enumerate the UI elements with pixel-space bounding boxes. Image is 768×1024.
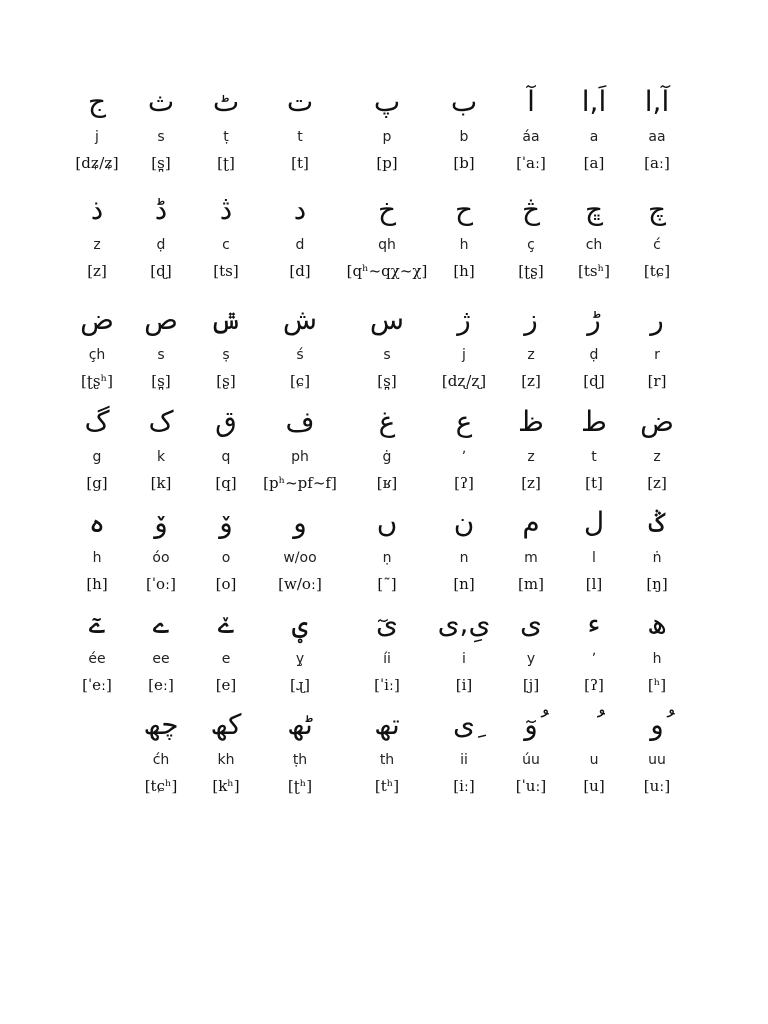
latin-transliteration: íi: [383, 651, 391, 667]
arabic-letter: ج: [87, 85, 107, 118]
ipa-pronunciation: [ɖ]: [150, 262, 172, 280]
latin-transliteration: q: [221, 449, 231, 465]
arabic-letter: ہ: [88, 506, 106, 539]
latin-transliteration: uu: [648, 752, 666, 768]
ipa-pronunciation: [s̪]: [151, 372, 171, 390]
ipa-pronunciation: [z]: [521, 372, 541, 390]
arabic-letter: ک: [148, 405, 174, 438]
arabic-letter: آ,ا: [644, 85, 670, 118]
latin-transliteration: s: [157, 129, 165, 145]
latin-transliteration: aa: [648, 129, 666, 145]
latin-transliteration: ch: [585, 237, 603, 253]
arabic-letter: م: [522, 506, 540, 539]
latin-transliteration: y: [526, 651, 536, 667]
latin-transliteration: e: [221, 651, 231, 667]
arabic-letter: ث: [147, 85, 175, 118]
ipa-pronunciation: [ɖ]: [583, 372, 605, 390]
arabic-letter: یِ,ی: [437, 607, 491, 640]
ipa-pronunciation: [k]: [150, 474, 172, 492]
arabic-letter: چھ: [143, 708, 179, 741]
ipa-pronunciation: [ʔ]: [584, 676, 604, 694]
ipa-pronunciation: [ʂ]: [216, 372, 236, 390]
latin-transliteration: g: [92, 449, 102, 465]
latin-transliteration: ṣ: [222, 347, 230, 363]
ipa-pronunciation: [kʰ]: [212, 777, 240, 795]
ipa-pronunciation: [uː]: [643, 777, 671, 795]
ipa-pronunciation: [q]: [215, 474, 237, 492]
arabic-letter: ڑ: [587, 303, 601, 336]
latin-transliteration: ć: [653, 237, 661, 253]
arabic-letter: ر: [650, 303, 664, 336]
arabic-letter: ےٓ: [88, 607, 106, 640]
ipa-pronunciation: [tɕ]: [643, 262, 671, 280]
ipa-pronunciation: [ˈeː]: [82, 676, 112, 694]
latin-transliteration: ii: [460, 752, 468, 768]
arabic-letter: ض: [80, 303, 114, 336]
arabic-letter: ِی: [453, 708, 475, 741]
ipa-pronunciation: [t]: [291, 154, 309, 172]
ipa-pronunciation: [ʔ]: [454, 474, 474, 492]
arabic-letter: ب: [450, 85, 478, 118]
arabic-letter: ٹھ: [287, 708, 313, 741]
arabic-letter: څ: [521, 193, 541, 226]
arabic-letter: ت: [286, 85, 314, 118]
ipa-pronunciation: [ˈiː]: [374, 676, 400, 694]
ipa-pronunciation: [p]: [376, 154, 398, 172]
arabic-letter: ؠ: [291, 607, 309, 640]
arabic-letter: ح: [454, 193, 474, 226]
ipa-pronunciation: [b]: [453, 154, 475, 172]
arabic-letter: ڇ: [584, 193, 604, 226]
ipa-pronunciation: [tsʰ]: [578, 262, 610, 280]
ipa-pronunciation: [ɻ]: [290, 676, 310, 694]
ipa-pronunciation: [ˈoː]: [146, 575, 176, 593]
arabic-letter: [558, 705, 630, 745]
ipa-pronunciation: [m]: [518, 575, 544, 593]
latin-transliteration: w/oo: [283, 550, 317, 566]
ipa-pronunciation: [t]: [585, 474, 603, 492]
arabic-letter: گ: [84, 405, 110, 438]
arabic-letter: ض: [640, 405, 674, 438]
ipa-pronunciation: [s̪]: [377, 372, 397, 390]
arabic-letter: ز: [524, 303, 538, 336]
arabic-letter: کھ: [210, 708, 242, 741]
arabic-letter: آ: [527, 85, 535, 118]
ipa-pronunciation: [ʁ]: [376, 474, 398, 492]
arabic-letter: ژ: [457, 303, 471, 336]
latin-transliteration: ʼ: [461, 449, 467, 465]
latin-transliteration: kh: [217, 752, 235, 768]
latin-transliteration: ḍ: [589, 347, 599, 363]
latin-transliteration: n: [459, 550, 469, 566]
latin-transliteration: z: [527, 347, 535, 363]
latin-transliteration: ée: [88, 651, 106, 667]
ipa-pronunciation: [z]: [647, 474, 667, 492]
arabic-letter: ݜ: [209, 303, 243, 336]
latin-transliteration: úu: [522, 752, 540, 768]
latin-transliteration: ṅ: [652, 550, 662, 566]
arabic-letter: ں: [376, 506, 398, 539]
latin-transliteration: a: [589, 129, 599, 145]
latin-transliteration: j: [462, 347, 466, 363]
ipa-pronunciation: [s̪]: [151, 154, 171, 172]
ipa-pronunciation: [g]: [86, 474, 108, 492]
ipa-pronunciation: [˜]: [377, 575, 397, 593]
latin-transliteration: ḍ: [156, 237, 166, 253]
latin-transliteration: z: [93, 237, 101, 253]
ipa-pronunciation: [ˈaː]: [516, 154, 546, 172]
latin-transliteration: th: [379, 752, 395, 768]
ipa-pronunciation: [z]: [521, 474, 541, 492]
ipa-pronunciation: [tʰ]: [374, 777, 400, 795]
ipa-pronunciation: [z]: [87, 262, 107, 280]
arabic-letter: تھ: [374, 708, 400, 741]
arabic-letter: چ: [647, 193, 667, 226]
latin-transliteration: h: [459, 237, 469, 253]
latin-transliteration: k: [156, 449, 166, 465]
arabic-letter: غ: [378, 405, 396, 438]
ipa-pronunciation: [e]: [215, 676, 237, 694]
arabic-letter: س: [369, 303, 405, 336]
latin-transliteration: áa: [522, 129, 540, 145]
latin-transliteration: s: [383, 347, 391, 363]
arabic-letter: یٓ: [376, 607, 398, 640]
ipa-pronunciation: [eː]: [148, 676, 174, 694]
ipa-pronunciation: [iː]: [453, 777, 475, 795]
ipa-pronunciation: [aː]: [644, 154, 670, 172]
arabic-letter: وٚٚ: [154, 506, 168, 539]
latin-transliteration: ćh: [152, 752, 170, 768]
ipa-pronunciation: [h]: [453, 262, 475, 280]
ipa-pronunciation: [ˈuː]: [515, 777, 547, 795]
latin-transliteration: b: [459, 129, 469, 145]
ipa-pronunciation: [l]: [585, 575, 603, 593]
arabic-letter: ف: [285, 405, 315, 438]
latin-transliteration: çh: [88, 347, 106, 363]
arabic-letter: ص: [144, 303, 178, 336]
latin-transliteration: r: [654, 347, 660, 363]
ipa-pronunciation: [a]: [583, 154, 605, 172]
latin-transliteration: ś: [296, 347, 304, 363]
latin-transliteration: ʼ: [591, 651, 597, 667]
latin-transliteration: y̧: [295, 651, 305, 667]
arabic-letter: خ: [377, 193, 397, 226]
ipa-pronunciation: [tɕʰ]: [144, 777, 178, 795]
ipa-pronunciation: [n]: [453, 575, 475, 593]
latin-transliteration: l: [592, 550, 596, 566]
latin-transliteration: h: [92, 550, 102, 566]
latin-transliteration: qh: [378, 237, 396, 253]
latin-transliteration: s: [157, 347, 165, 363]
latin-transliteration: ṇ: [382, 550, 392, 566]
arabic-letter: ُوٓ: [524, 708, 538, 741]
arabic-letter: ل: [583, 506, 605, 539]
latin-transliteration: t: [591, 449, 597, 465]
arabic-letter: ُو: [650, 708, 664, 741]
ipa-pronunciation: [j]: [522, 676, 540, 694]
arabic-letter: ش: [282, 303, 318, 336]
arabic-letter: ظ: [518, 405, 544, 438]
ipa-pronunciation: [ʰ]: [647, 676, 667, 694]
latin-transliteration: óo: [152, 550, 170, 566]
ipa-pronunciation: [ts]: [213, 262, 239, 280]
ipa-pronunciation: [r]: [647, 372, 667, 390]
latin-transliteration: ṭ: [223, 129, 229, 145]
arabic-letter: ط: [581, 405, 607, 438]
latin-transliteration: c: [222, 237, 230, 253]
arabic-letter: ع: [455, 405, 473, 438]
latin-transliteration: ṭh: [292, 752, 308, 768]
ipa-pronunciation: [dʐ/ʐ]: [441, 372, 487, 390]
latin-transliteration: i: [462, 651, 466, 667]
arabic-letter: ھ: [647, 607, 667, 640]
latin-transliteration: ç: [527, 237, 535, 253]
latin-transliteration: t: [297, 129, 303, 145]
arabic-letter: ن: [453, 506, 475, 539]
ipa-pronunciation: [ɕ]: [289, 372, 311, 390]
ipa-pronunciation: [w/oː]: [278, 575, 322, 593]
arabic-letter: ڎ: [219, 193, 233, 226]
latin-transliteration: o: [221, 550, 231, 566]
ipa-pronunciation: [h]: [86, 575, 108, 593]
arabic-letter: وٚ: [219, 506, 233, 539]
latin-transliteration: h: [652, 651, 662, 667]
arabic-letter: ٹ: [212, 85, 240, 118]
arabic-letter: و: [293, 506, 307, 539]
arabic-letter: ذ: [90, 193, 104, 226]
arabic-letter: د: [293, 193, 307, 226]
latin-transliteration: z: [653, 449, 661, 465]
latin-transliteration: m: [524, 550, 538, 566]
latin-transliteration: z: [527, 449, 535, 465]
ipa-pronunciation: [qʰ~qχ~χ]: [346, 262, 428, 280]
ipa-pronunciation: [ʈʂ]: [518, 262, 544, 280]
latin-transliteration: d: [295, 237, 305, 253]
ipa-pronunciation: [u]: [583, 777, 605, 795]
arabic-letter: ق: [215, 405, 237, 438]
arabic-letter: پ: [373, 85, 401, 118]
ipa-pronunciation: [dʑ/ʑ]: [75, 154, 119, 172]
arabic-letter: اَ,ا: [581, 85, 607, 118]
ipa-pronunciation: [d]: [289, 262, 311, 280]
ipa-pronunciation: [ʈʰ]: [287, 777, 313, 795]
arabic-letter: ݣ: [648, 506, 666, 539]
ipa-pronunciation: [i]: [455, 676, 473, 694]
arabic-letter: ڈ: [154, 193, 168, 226]
latin-transliteration: ee: [152, 651, 170, 667]
latin-transliteration: ġ: [382, 449, 392, 465]
ipa-pronunciation: [ʈʂʰ]: [81, 372, 113, 390]
arabic-letter: ء: [587, 607, 601, 640]
latin-transliteration: p: [382, 129, 392, 145]
latin-transliteration: u: [589, 752, 599, 768]
latin-transliteration: ph: [291, 449, 309, 465]
arabic-letter: ی: [520, 607, 542, 640]
ipa-pronunciation: [o]: [215, 575, 237, 593]
latin-transliteration: j: [95, 129, 99, 145]
ipa-pronunciation: [ŋ]: [646, 575, 668, 593]
ipa-pronunciation: [ʈ]: [217, 154, 235, 172]
arabic-letter: ے: [152, 607, 170, 640]
ipa-pronunciation: [pʰ~pf~f]: [263, 474, 337, 492]
arabic-letter: ےٚ: [217, 607, 235, 640]
